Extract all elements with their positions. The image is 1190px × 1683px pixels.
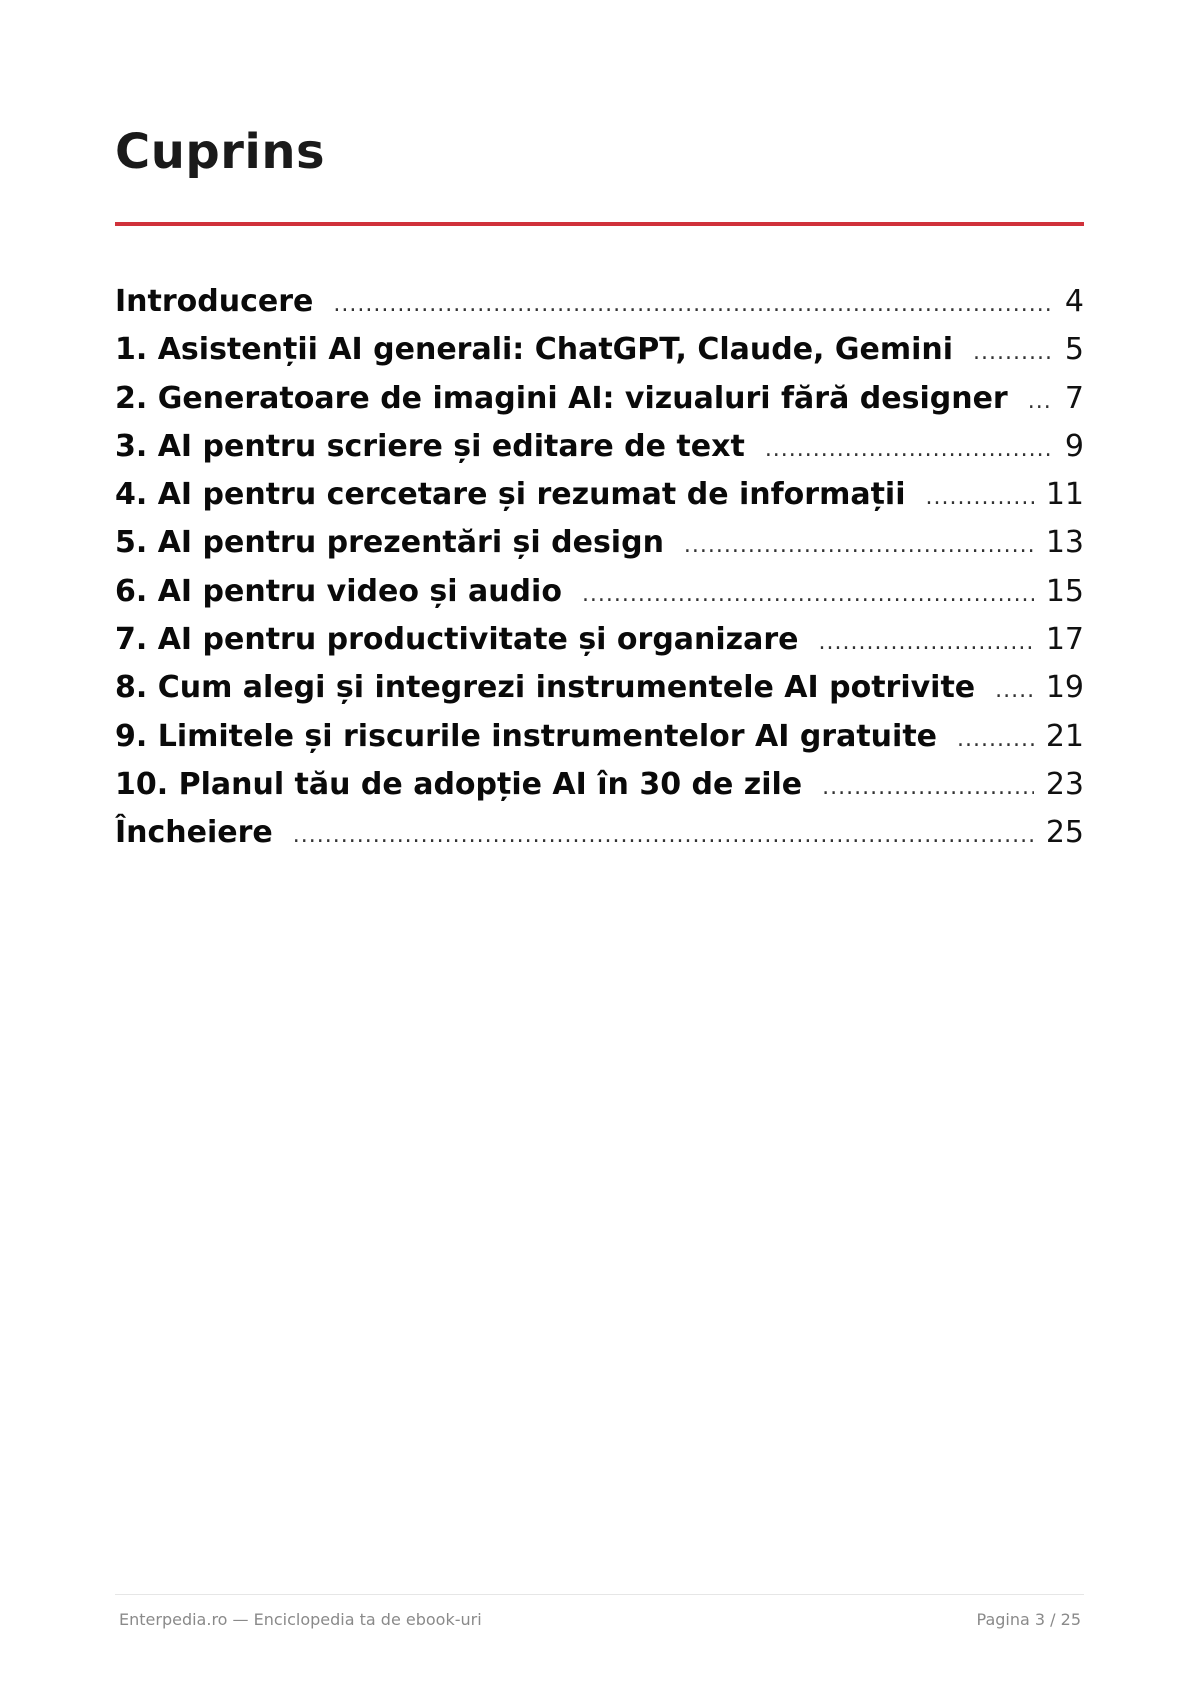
toc-dot-leader — [333, 281, 1053, 329]
toc-dot-leader — [973, 329, 1053, 377]
toc-entry-chapter-4[interactable] — [115, 471, 1084, 519]
toc-entry-page-number: 5 — [1064, 332, 1084, 368]
table-of-contents — [115, 278, 1084, 858]
toc-dot-leader — [819, 619, 1034, 667]
page-title: Cuprins — [115, 124, 326, 180]
toc-entry-page-number: 9 — [1064, 428, 1084, 464]
toc-entry-label: 5. AI pentru prezentări și design — [115, 525, 664, 561]
toc-entry-label: 8. Cum alegi și integrezi instrumentele AI potrivite — [115, 670, 976, 706]
toc-dot-leader — [684, 522, 1034, 570]
toc-entry-page-number: 23 — [1045, 766, 1084, 802]
toc-entry-chapter-6[interactable] — [115, 568, 1084, 616]
toc-dot-leader — [926, 474, 1034, 522]
toc-entry-label: 10. Planul tău de adopție AI în 30 de zile — [115, 766, 803, 802]
toc-dot-leader — [293, 812, 1034, 860]
toc-entry-label: 1. Asistenții AI generali: ChatGPT, Claude, Gemini — [115, 332, 954, 368]
toc-entry-chapter-7[interactable] — [115, 616, 1084, 664]
toc-entry-page-number: 21 — [1045, 718, 1084, 754]
toc-dot-leader — [765, 426, 1053, 474]
toc-entry-page-number: 17 — [1045, 622, 1084, 658]
toc-entry-label: 4. AI pentru cercetare și rezumat de informații — [115, 477, 906, 513]
toc-entry-chapter-10[interactable] — [115, 761, 1084, 809]
footer-page-number: Pagina 3 / 25 — [976, 1610, 1081, 1629]
toc-entry-label: 9. Limitele și riscurile instrumentelor AI gratuite — [115, 718, 938, 754]
toc-dot-leader — [995, 667, 1034, 715]
toc-entry-page-number: 15 — [1045, 573, 1084, 609]
toc-entry-page-number: 13 — [1045, 525, 1084, 561]
toc-entry-chapter-2[interactable] — [115, 375, 1084, 423]
toc-entry-label: Încheiere — [115, 815, 273, 851]
toc-entry-label: 3. AI pentru scriere și editare de text — [115, 428, 745, 464]
toc-entry-label: 2. Generatoare de imagini AI: vizualuri fără designer — [115, 380, 1008, 416]
toc-entry-label: Introducere — [115, 284, 314, 319]
toc-entry-page-number: 4 — [1064, 284, 1084, 319]
toc-dot-leader — [822, 764, 1034, 812]
toc-entry-chapter-9[interactable] — [115, 713, 1084, 761]
toc-entry-chapter-1[interactable] — [115, 326, 1084, 374]
toc-entry-chapter-8[interactable] — [115, 664, 1084, 712]
toc-entry-chapter-5[interactable] — [115, 519, 1084, 567]
footer-site-credit: Enterpedia.ro — Enciclopedia ta de ebook-uri — [119, 1610, 482, 1629]
toc-entry-page-number: 11 — [1045, 477, 1084, 513]
footer-divider — [115, 1594, 1084, 1595]
toc-dot-leader — [1028, 378, 1053, 426]
toc-entry-label: 6. AI pentru video și audio — [115, 573, 562, 609]
toc-dot-leader — [957, 716, 1034, 764]
toc-entry-page-number: 25 — [1045, 815, 1084, 851]
title-divider — [115, 222, 1084, 226]
toc-entry-page-number: 19 — [1045, 670, 1084, 706]
toc-entry-label: 7. AI pentru productivitate și organizare — [115, 622, 799, 658]
toc-entry-chapter-3[interactable] — [115, 423, 1084, 471]
toc-entry-introducere[interactable] — [115, 278, 1084, 326]
toc-dot-leader — [582, 571, 1034, 619]
toc-entry-incheiere[interactable] — [115, 809, 1084, 857]
toc-entry-page-number: 7 — [1064, 380, 1084, 416]
